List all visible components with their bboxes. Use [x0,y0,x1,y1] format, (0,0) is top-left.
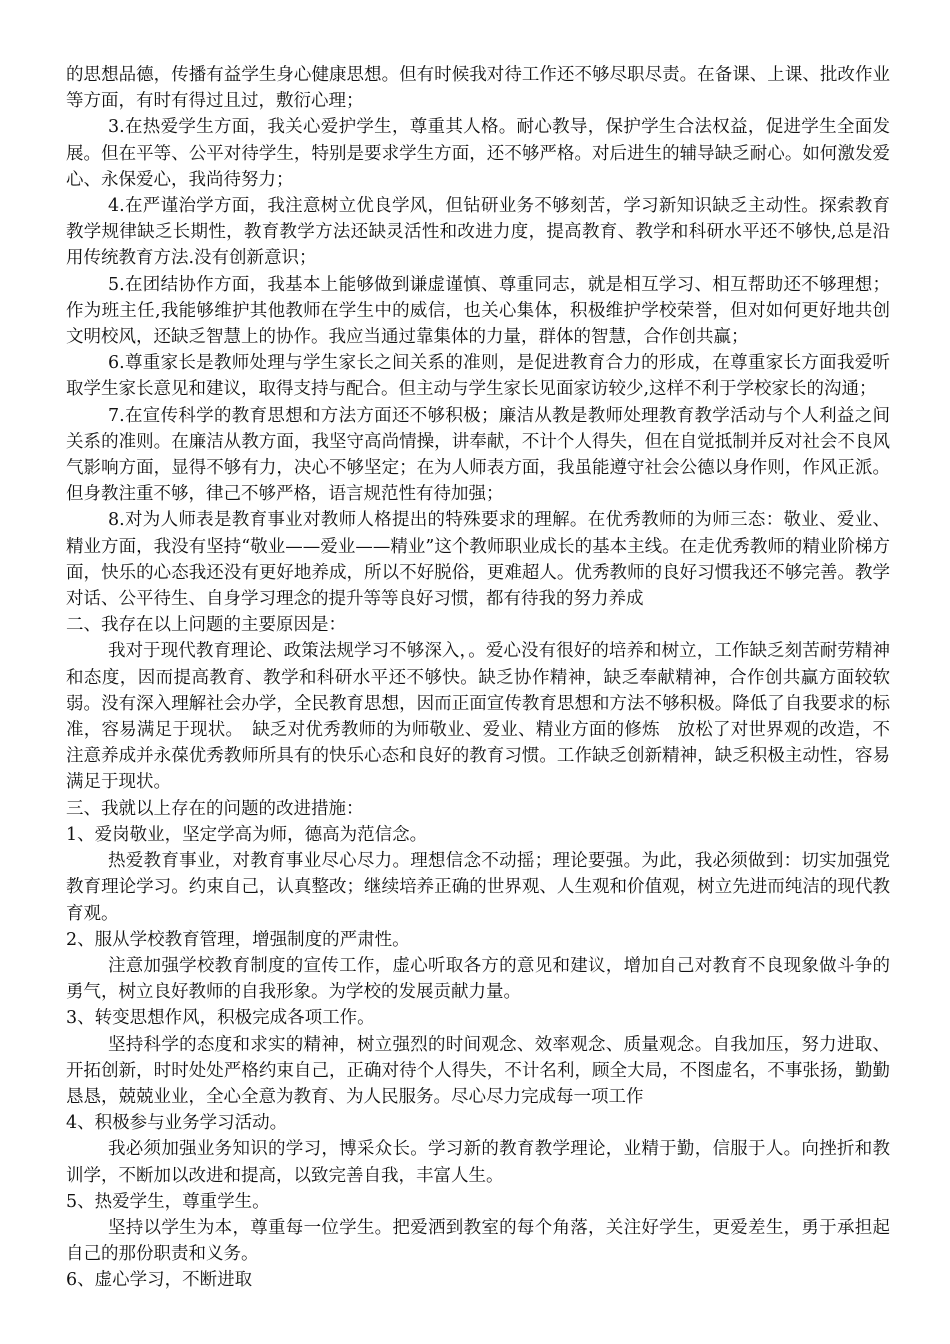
paragraph-causes: 我对于现代教育理论、政策法规学习不够深入，。爱心没有很好的培养和树立，工作缺乏刻苦耐劳精神和态度，因而提高教育、教学和科研水平还不够快。缺乏协作精神，缺乏奉献精神，合作创共赢方面较软弱。没有深入理解社会办学，全民教育思想，因而正面宣传教育思想和方法不够积极。降低了自我要求的标准，容易满足于现状。 缺乏对优秀教师的为师敬业、爱业、精业方面的修炼 放松了对世界观的改造，不注意养成并永葆优秀教师所具有的快乐心态和良好的教育习惯。工作缺乏创新精神，缺乏积极主动性，容易满足于现状。 [66,641,890,793]
measure-paragraph-4: 我必须加强业务知识的学习，博采众长。学习新的教育教学理论，业精于勤，信服于人。向挫折和教训学，不断加以改进和提高，以致完善自我，丰富人生。 [66,1139,890,1186]
measure-heading-5: 5、热爱学生，尊重学生。 [66,1191,270,1212]
measure-paragraph-5: 坚持以学生为本，尊重每一位学生。把爱洒到教室的每个角落，关注好学生，更爱差生，勇于承担起自己的那份职责和义务。 [66,1217,890,1265]
measure-heading-2: 2、服从学校教育管理，增强制度的严肃性。 [66,929,410,950]
paragraph-intro-continuation: 的思想品德，传播有益学生身心健康思想。但有时候我对待工作还不够尽职尽责。在备课、上课、批改作业等方面，有时有得过且过，敷衍心理； [66,65,890,112]
section-heading-2: 二、我存在以上问题的主要原因是： [66,615,346,636]
paragraph-point-4: 4.在严谨治学方面，我注意树立优良学风，但钻研业务不够刻苦，学习新知识缺乏主动性。探索教育教学规律缺乏长期性，教育教学方法还缺灵活性和改进力度，提高教育、教学和科研水平还不够快,总是沿用传统教育方法.没有创新意识； [66,196,890,269]
paragraph-point-3: 3.在热爱学生方面，我关心爱护学生，尊重其人格。耐心教导，保护学生合法权益，促进学生全面发展。但在平等、公平对待学生，特别是要求学生方面，还不够严格。对后进生的辅导缺乏耐心。如何激发爱心、永保爱心，我尚待努力； [66,117,890,190]
section-heading-3: 三、我就以上存在的问题的改进措施： [66,798,364,819]
measure-paragraph-1: 热爱教育事业，对教育事业尽心尽力。理想信念不动摇；理论要强。为此，我必须做到：切实加强党教育理论学习。约束自己，认真整改；继续培养正确的世界观、人生观和价值观，树立先进而纯洁的现代教育观。 [66,851,890,924]
paragraph-point-6: 6.尊重家长是教师处理与学生家长之间关系的准则，是促进教育合力的形成，在尊重家长方面我爱听取学生家长意见和建议，取得支持与配合。但主动与学生家长见面家访较少,这样不利于学校家长的沟通； [66,353,890,400]
measure-paragraph-3: 坚持科学的态度和求实的精神，树立强烈的时间观念、效率观念、质量观念。自我加压，努力进取、开拓创新，时时处处严格约束自己，正确对待个人得失，不计名利，顾全大局，不图虚名，不事张扬，勤勤恳恳，兢兢业业，全心全意为教育、为人民服务。尽心尽力完成每一项工作 [66,1034,890,1107]
paragraph-point-8: 8.对为人师表是教育事业对教师人格提出的特殊要求的理解。在优秀教师的为师三态：敬业、爱业、精业方面，我没有坚持“敬业——爱业——精业”这个教师职业成长的基本主线。在走优秀教师的精业阶梯方面，快乐的心态我还没有更好地养成，所以不好脱俗，更难超人。优秀教师的良好习惯我还不够完善。教学对话、公平待生、自身学习理念的提升等等良好习惯，都有待我的努力养成 [66,510,890,610]
measure-heading-6: 6、虚心学习，不断进取 [66,1270,253,1291]
measure-heading-1: 1、爱岗敬业，坚定学高为师，德高为范信念。 [66,824,428,845]
measure-heading-3: 3、转变思想作风，积极完成各项工作。 [66,1008,375,1029]
measure-paragraph-2: 注意加强学校教育制度的宣传工作，虚心听取各方的意见和建议，增加自己对教育不良现象做斗争的勇气，树立良好教师的自我形象。为学校的发展贡献力量。 [66,955,890,1003]
measure-heading-4: 4、积极参与业务学习活动。 [66,1113,288,1134]
paragraph-point-5: 5.在团结协作方面，我基本上能够做到谦虚谨慎、尊重同志，就是相互学习、相互帮助还不够理想；作为班主任,我能够维护其他教师在学生中的威信，也关心集体，积极维护学校荣誉，但对如何更好地共创文明校风，还缺乏智慧上的协作。我应当通过靠集体的力量，群体的智慧，合作创共赢； [66,274,890,348]
paragraph-point-7: 7.在宣传科学的教育思想和方法方面还不够积极；廉洁从教是教师处理教育教学活动与个人利益之间关系的准则。在廉洁从教方面，我坚守高尚情操，讲奉献，不计个人得失，但在自觉抵制并反对社会不良风气影响方面，显得不够有力，决心不够坚定；在为人师表方面，我虽能遵守社会公德以身作则，作风正派。但身教注重不够，律己不够严格，语言规范性有待加强； [66,405,890,505]
